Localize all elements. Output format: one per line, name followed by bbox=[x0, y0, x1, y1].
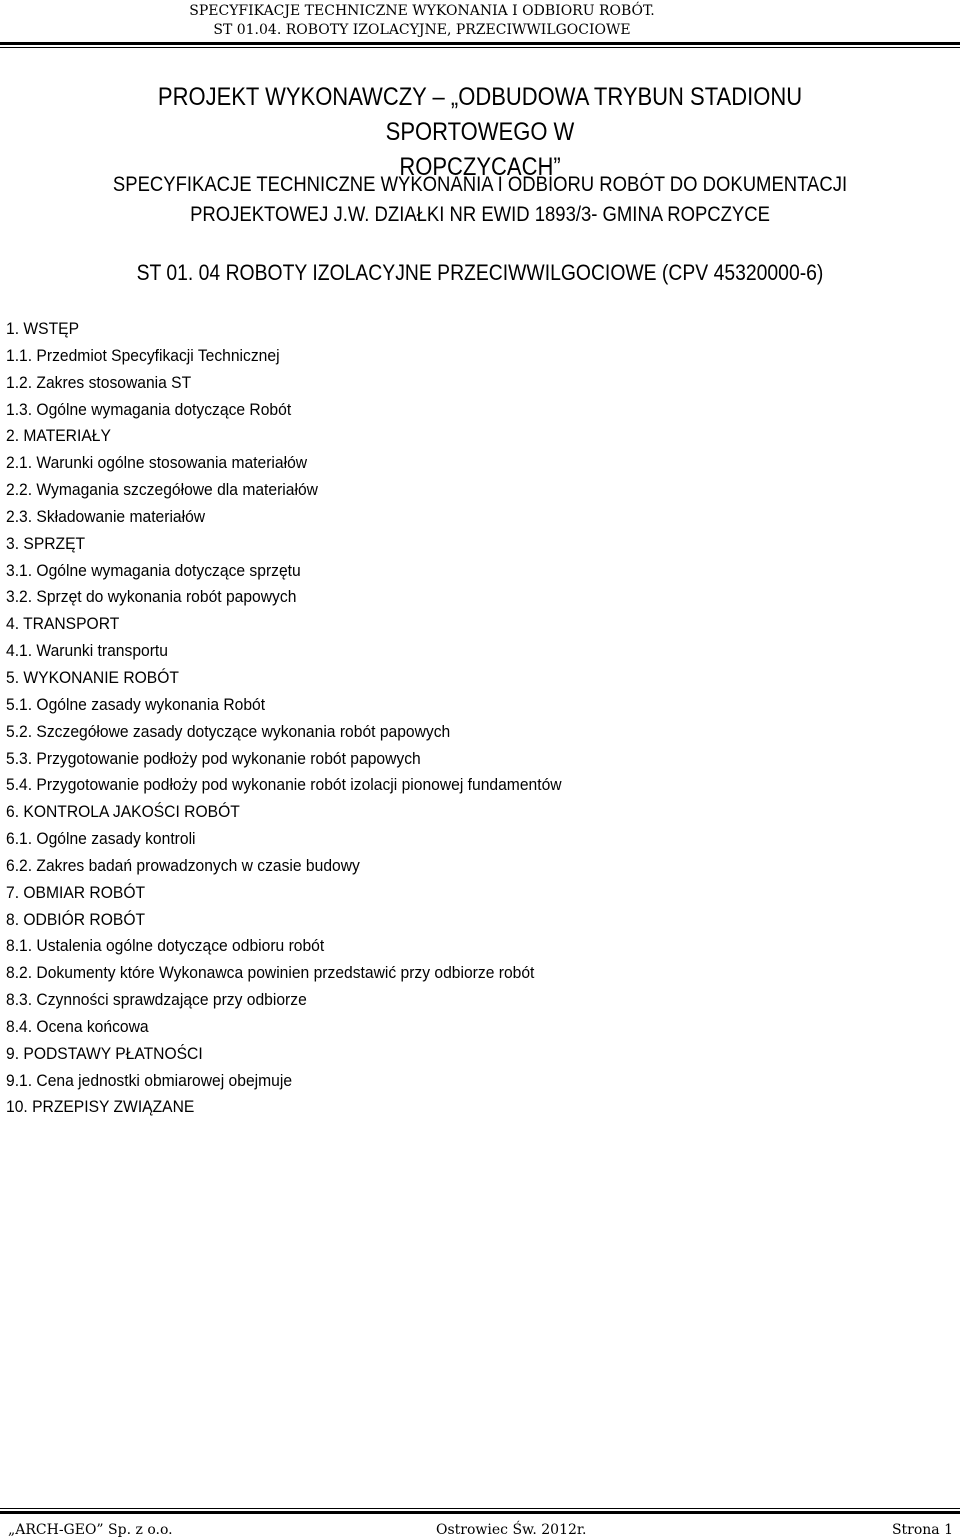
toc-entry: 1.2. Zakres stosowania ST bbox=[6, 372, 192, 392]
toc-entry: 3.2. Sprzęt do wykonania robót papowych bbox=[6, 587, 297, 607]
toc-entry: 3.1. Ogólne wymagania dotyczące sprzętu bbox=[6, 560, 301, 580]
footer-place-date: Ostrowiec Św. 2012r. bbox=[436, 1522, 587, 1538]
header-rule-thin bbox=[0, 47, 960, 48]
footer-rule-thin bbox=[0, 1508, 960, 1509]
toc-entry: 1.3. Ogólne wymagania dotyczące Robót bbox=[6, 399, 292, 419]
toc-entry: 8.2. Dokumenty które Wykonawca powinien przedstawić przy odbiorze robót bbox=[6, 963, 535, 983]
toc-entry: 9. PODSTAWY PŁATNOŚCI bbox=[6, 1043, 203, 1063]
footer-page-number: Strona 1 bbox=[891, 1522, 953, 1538]
project-title-line-2: ROPCZYCACH” bbox=[399, 153, 561, 181]
toc-entry: 8.3. Czynności sprawdzające przy odbiorze bbox=[6, 990, 307, 1010]
toc-entry: 9.1. Cena jednostki obmiarowej obejmuje bbox=[6, 1070, 293, 1090]
toc-entry: 5. WYKONANIE ROBÓT bbox=[6, 667, 179, 687]
toc-entry: 1.1. Przedmiot Specyfikacji Technicznej bbox=[6, 345, 280, 365]
running-header-line-1: SPECYFIKACJE TECHNICZNE WYKONANIA I ODBIORU ROBÓT. bbox=[189, 3, 655, 19]
running-header-line-2: ST 01.04. ROBOTY IZOLACYJNE, PRZECIWWILGOCIOWE bbox=[213, 22, 631, 38]
toc-entry: 1. WSTĘP bbox=[6, 319, 80, 338]
toc-entry: 4.1. Warunki transportu bbox=[6, 641, 168, 661]
toc-entry: 2. MATERIAŁY bbox=[6, 426, 111, 446]
toc-entry: 6. KONTROLA JAKOŚCI ROBÓT bbox=[6, 802, 240, 822]
toc-entry: 7. OBMIAR ROBÓT bbox=[6, 882, 146, 902]
toc-entry: 4. TRANSPORT bbox=[6, 614, 120, 634]
specification-title-line-2: PROJEKTOWEJ J.W. DZIAŁKI NR EWID 1893/3- GMINA ROPCZYCE bbox=[190, 203, 770, 226]
footer-rule-thick bbox=[0, 1511, 960, 1514]
table-of-contents bbox=[6, 316, 906, 1121]
st-section-title: ST 01. 04 ROBOTY IZOLACYJNE PRZECIWWILGOCIOWE (CPV 45320000-6) bbox=[136, 260, 824, 285]
toc-entry: 10. PRZEPISY ZWIĄZANE bbox=[6, 1097, 195, 1117]
toc-entry: 2.1. Warunki ogólne stosowania materiałów bbox=[6, 453, 308, 473]
toc-entry: 6.2. Zakres badań prowadzonych w czasie budowy bbox=[6, 855, 360, 875]
toc-entry: 5.3. Przygotowanie podłoży pod wykonanie robót papowych bbox=[6, 748, 421, 768]
page-footer bbox=[0, 1518, 960, 1540]
project-title-line-1: PROJEKT WYKONAWCZY – „ODBUDOWA TRYBUN STADIONU SPORTOWEGO W bbox=[157, 83, 803, 146]
toc-entry: 5.4. Przygotowanie podłoży pod wykonanie robót izolacji pionowej fundamentów bbox=[6, 775, 562, 795]
toc-entry: 8.4. Ocena końcowa bbox=[6, 1016, 149, 1036]
running-header bbox=[172, 2, 672, 40]
toc-entry: 8.1. Ustalenia ogólne dotyczące odbioru robót bbox=[6, 936, 325, 956]
footer-company: „ARCH-GEO” Sp. z o.o. bbox=[8, 1522, 173, 1538]
toc-entry: 5.1. Ogólne zasady wykonania Robót bbox=[6, 694, 266, 714]
toc-entry: 6.1. Ogólne zasady kontroli bbox=[6, 829, 196, 849]
toc-entry: 2.2. Wymagania szczegółowe dla materiałów bbox=[6, 480, 318, 500]
toc-entry: 5.2. Szczegółowe zasady dotyczące wykonania robót papowych bbox=[6, 721, 451, 741]
header-rule-thick bbox=[0, 42, 960, 45]
specification-title bbox=[75, 170, 885, 230]
toc-entry: 3. SPRZĘT bbox=[6, 533, 86, 553]
toc-entry: 2.3. Składowanie materiałów bbox=[6, 506, 206, 526]
specification-title-line-1: SPECYFIKACJE TECHNICZNE WYKONANIA I ODBIORU ROBÓT DO DOKUMENTACJI bbox=[112, 173, 848, 196]
toc-entry: 8. ODBIÓR ROBÓT bbox=[6, 909, 146, 929]
